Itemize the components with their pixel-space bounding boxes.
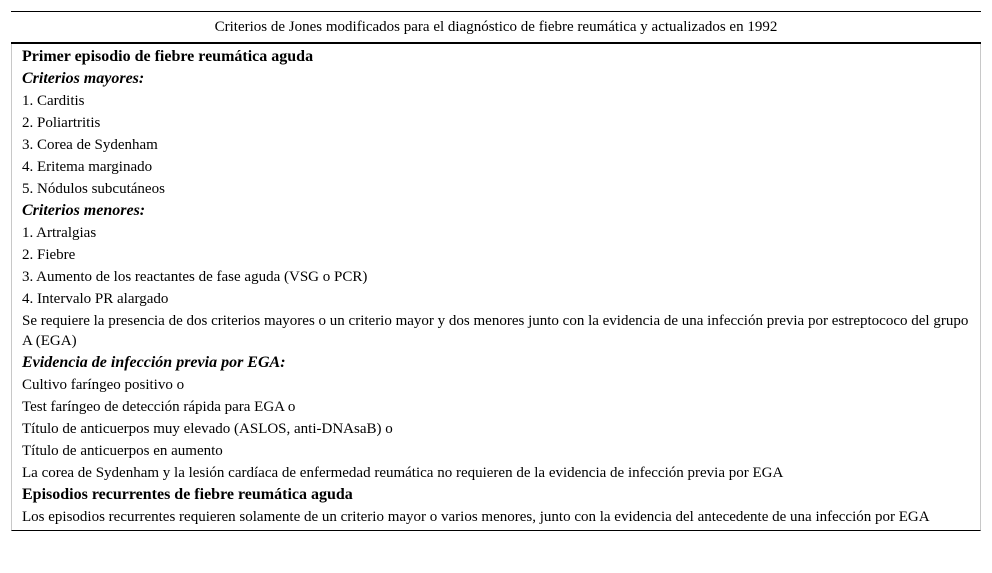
ega-evidence-cultivo: Cultivo faríngeo positivo o: [22, 377, 185, 393]
minor-criterion-artralgias: 1. Artralgias: [22, 225, 97, 241]
table-caption: Criterios de Jones modificados para el diagnóstico de fiebre reumática y actualizados en 1992: [11, 11, 981, 44]
corea-exception-note: La corea de Sydenham y la lesión cardíaca de enfermedad reumática no requieren de la evidencia de infección previa por EGA: [22, 465, 784, 481]
table-body: [11, 44, 981, 531]
major-criterion-eritema: 4. Eritema marginado: [22, 159, 153, 175]
subheading-ega-evidence: Evidencia de infección previa por EGA:: [22, 354, 286, 371]
ega-evidence-titulo-aumento: Título de anticuerpos en aumento: [22, 443, 223, 459]
minor-criterion-pr: 4. Intervalo PR alargado: [22, 291, 169, 307]
diagnosis-requirement-note: Se requiere la presencia de dos criterios mayores o un criterio mayor y dos menores junto con la evidencia de una infección previa por estreptococo del grupo A (EGA): [22, 313, 969, 349]
recurrent-episodes-note: Los episodios recurrentes requieren solamente de un criterio mayor o varios menores, junto con la evidencia del antecedente de una infección por EGA: [22, 509, 930, 525]
minor-criterion-reactantes: 3. Aumento de los reactantes de fase aguda (VSG o PCR): [22, 269, 368, 285]
section-heading-recurrent: Episodios recurrentes de fiebre reumática aguda: [22, 486, 353, 503]
ega-evidence-test: Test faríngeo de detección rápida para EGA o: [22, 399, 296, 415]
criteria-table: [11, 11, 981, 531]
major-criterion-poliartritis: 2. Poliartritis: [22, 115, 101, 131]
subheading-major-criteria: Criterios mayores:: [22, 70, 145, 87]
subheading-minor-criteria: Criterios menores:: [22, 202, 146, 219]
major-criterion-corea: 3. Corea de Sydenham: [22, 137, 158, 153]
ega-evidence-titulo-elevado: Título de anticuerpos muy elevado (ASLOS, anti-DNAsaB) o: [22, 421, 393, 437]
section-heading-first-episode: Primer episodio de fiebre reumática aguda: [22, 48, 314, 65]
major-criterion-nodulos: 5. Nódulos subcutáneos: [22, 181, 165, 197]
minor-criterion-fiebre: 2. Fiebre: [22, 247, 76, 263]
major-criterion-carditis: 1. Carditis: [22, 93, 85, 109]
